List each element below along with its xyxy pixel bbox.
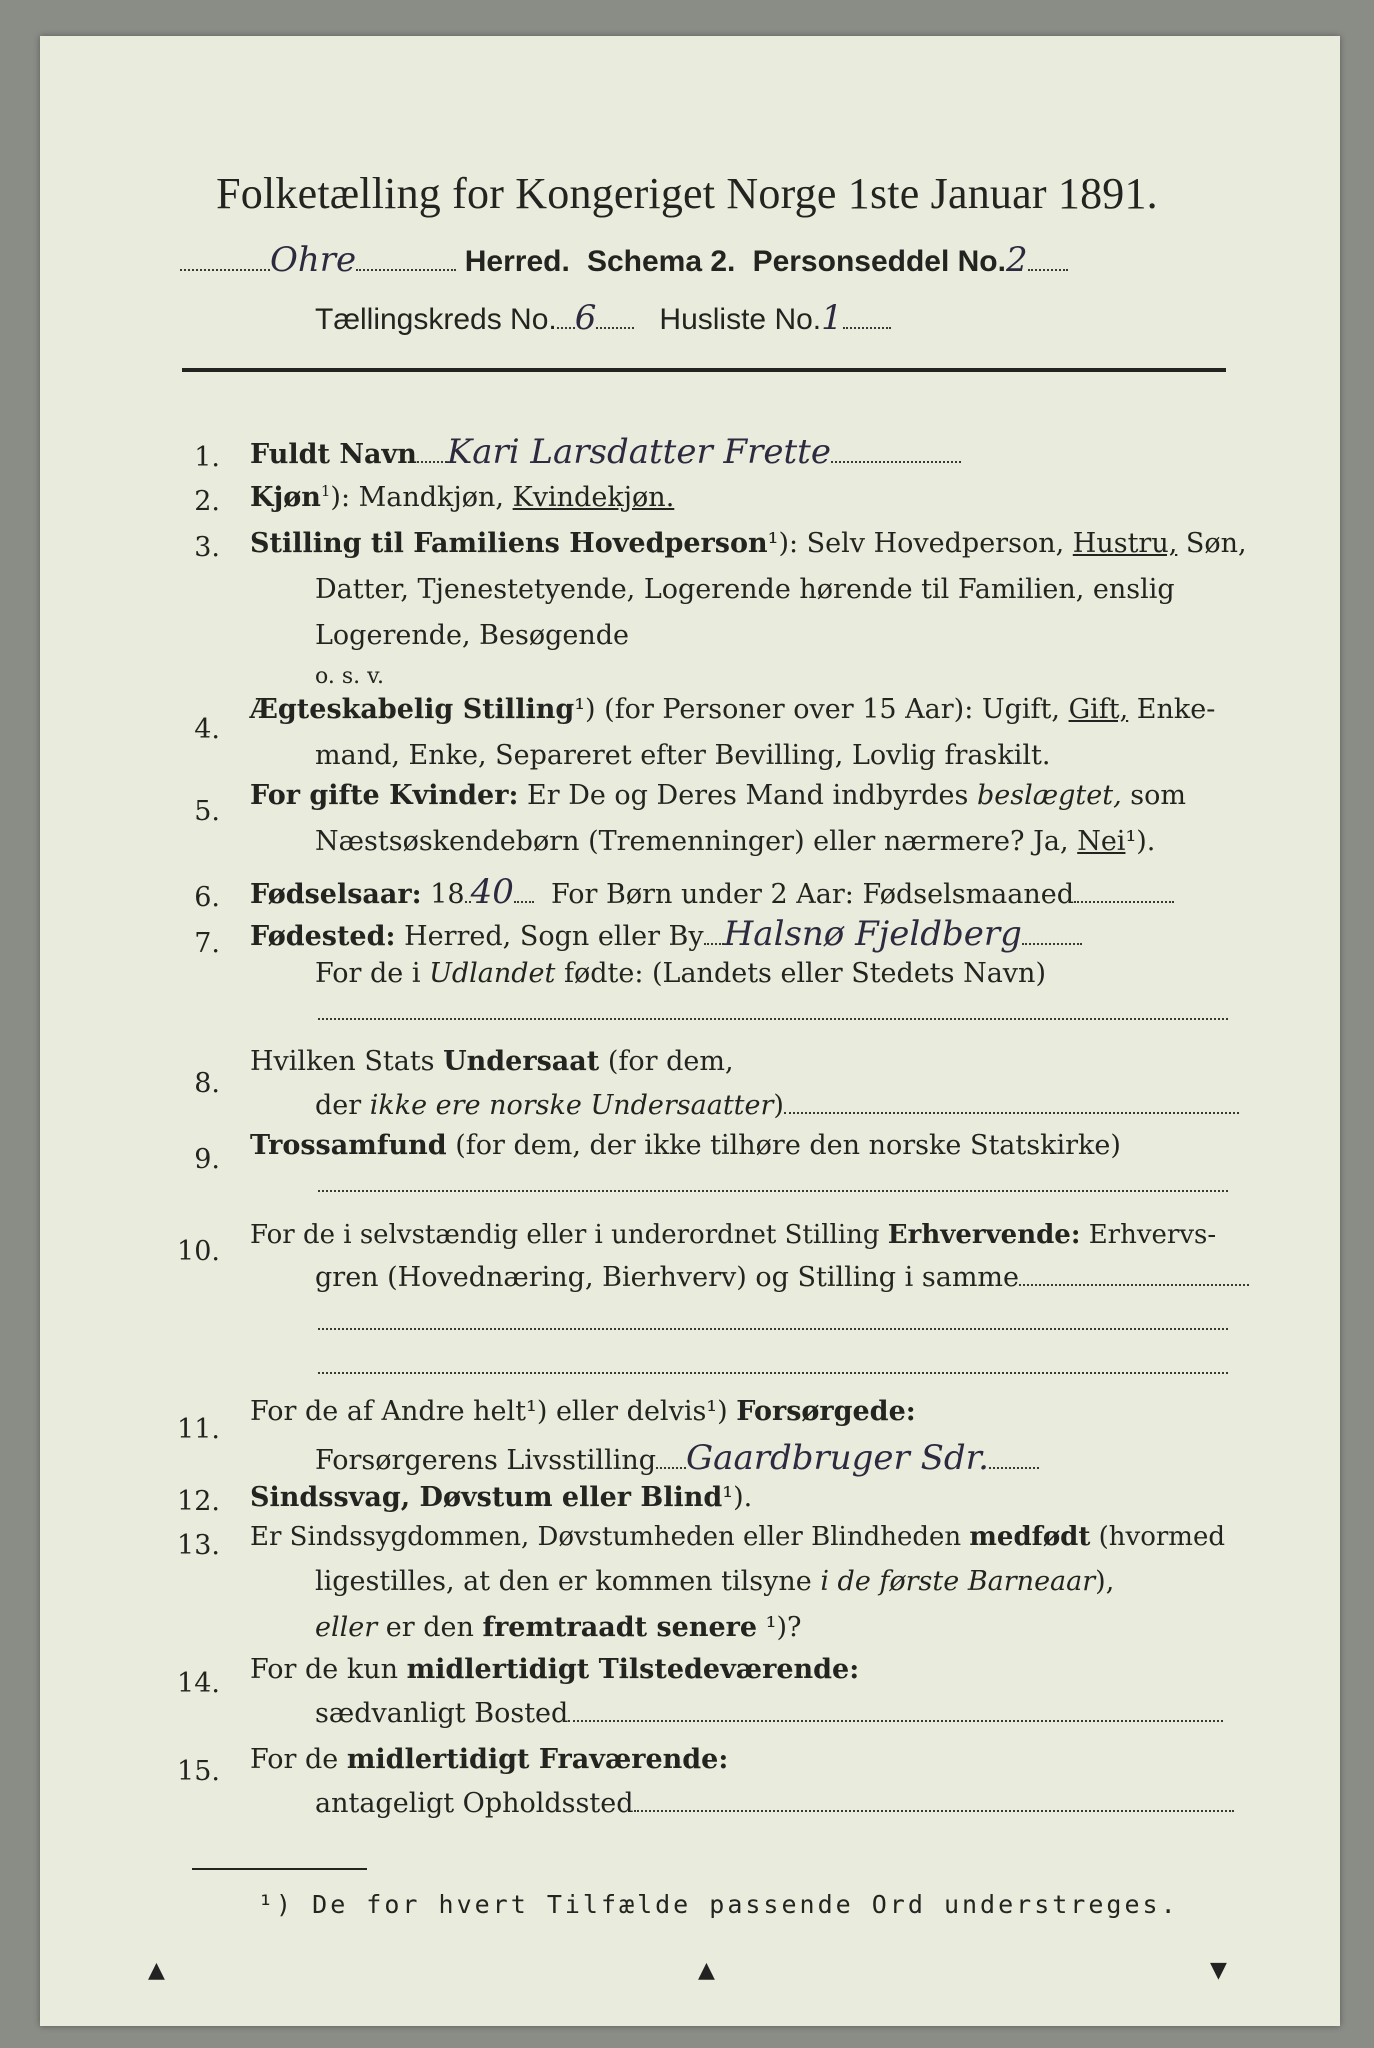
item-3-text-b: Søn, (1185, 528, 1247, 559)
item-5-underlined: Nei (1077, 826, 1126, 857)
item-6-prefix: 18 (430, 879, 465, 910)
item-9 (250, 1130, 1121, 1161)
item-8-text-a: Hvilken Stats (250, 1046, 435, 1077)
item-6-text: For Børn under 2 Aar: Fødselsmaaned (551, 879, 1075, 910)
item-13-number: 13. (177, 1530, 220, 1561)
item-11-line2 (315, 1438, 1039, 1478)
item-11-text: For de af Andre helt¹) eller delvis¹) (250, 1396, 728, 1427)
item-1-label: Fuldt Navn (250, 439, 417, 470)
item-12-number: 12. (177, 1486, 220, 1517)
item-3-text-a: ¹): Selv Hovedperson, (767, 528, 1065, 559)
item-13-line3 (315, 1612, 802, 1643)
item-6-label: Fødselsaar: (250, 879, 422, 910)
item-5-line2-end: ¹). (1125, 826, 1156, 857)
item-14-label: midlertidigt Tilstedeværende: (406, 1654, 860, 1685)
item-2-number: 2. (194, 486, 220, 517)
item-15-label: midlertidigt Fraværende: (346, 1744, 729, 1775)
kreds-row (315, 298, 891, 338)
item-8-line2-a: der (315, 1090, 362, 1121)
item-15-line2 (315, 1788, 1234, 1819)
personseddel-value: 2 (1005, 240, 1028, 280)
item-11-number: 11. (177, 1414, 220, 1445)
item-11-line2-text: Forsørgerens Livsstilling (315, 1445, 657, 1476)
item-10-text-b: Erhvervs- (1088, 1220, 1217, 1250)
item-10-text-a: For de i selvstændig eller i underordnet Stilling (250, 1220, 880, 1250)
item-11-label: Forsørgede: (736, 1396, 916, 1427)
item-13-line3-b: ¹)? (765, 1612, 802, 1643)
item-14-number: 14. (177, 1668, 220, 1699)
item-1 (250, 432, 961, 472)
personseddel-label: Personseddel No. (752, 245, 1006, 278)
item-10-blank-line-1 (318, 1328, 1228, 1330)
item-2 (250, 482, 674, 513)
item-7 (250, 914, 1082, 954)
item-8-line2-italic: ikke ere norske Undersaatter (369, 1090, 774, 1121)
item-8 (250, 1046, 734, 1077)
item-15-line2-text: antageligt Opholdssted (315, 1788, 634, 1819)
item-5 (250, 780, 1186, 811)
item-13-line3-bold: fremtraadt senere (482, 1612, 758, 1643)
item-13-label: medfødt (969, 1522, 1091, 1552)
item-13-line2-italic: i de første Barneaar (820, 1566, 1096, 1597)
item-5-label: For gifte Kvinder: (250, 780, 519, 811)
item-11-value: Gaardbruger Sdr. (686, 1438, 989, 1478)
item-12-label: Sindssvag, Døvstum eller Blind (250, 1482, 723, 1513)
item-4-text-b: Enke- (1136, 694, 1216, 725)
item-6-number: 6. (194, 882, 220, 913)
item-14-line2-text: sædvanligt Bosted (315, 1698, 569, 1729)
item-15-text: For de (250, 1744, 339, 1775)
item-13-line3-italic: eller (315, 1612, 378, 1643)
item-8-label: Undersaat (443, 1046, 600, 1077)
schema-label: Schema 2. (586, 245, 736, 278)
item-7-line2-b: fødte: (Landets eller Stedets Navn) (563, 958, 1046, 989)
item-10 (250, 1220, 1216, 1250)
item-13 (250, 1522, 1225, 1552)
item-4 (250, 694, 1215, 725)
item-13-line2-a: ligestilles, at den er kommen tilsyne (315, 1566, 812, 1597)
item-5-text-b: som (1130, 780, 1186, 811)
item-9-text: (for dem, der ikke tilhøre den norske Statskirke) (455, 1130, 1121, 1161)
item-10-line2-text: gren (Hovednæring, Bierhverv) og Stilling i samme (315, 1262, 1020, 1293)
item-6 (250, 872, 1174, 912)
item-3-line4: o. s. v. (315, 664, 384, 689)
item-3-label: Stilling til Familiens Hovedperson (250, 528, 768, 559)
item-14-text: For de kun (250, 1654, 398, 1685)
item-13-text-b: (hvormed (1098, 1522, 1225, 1552)
item-2-underlined: Kvindekjøn. (512, 482, 675, 513)
item-7-line2-italic: Udlandet (429, 958, 556, 989)
item-1-number: 1. (194, 442, 220, 473)
item-1-value: Kari Larsdatter Frette (446, 432, 831, 472)
herred-label: Herred. (464, 245, 570, 278)
item-7-blank-line (318, 1018, 1228, 1020)
item-7-number: 7. (194, 928, 220, 959)
item-8-number: 8. (194, 1068, 220, 1099)
item-10-line2 (315, 1262, 1249, 1293)
item-9-number: 9. (194, 1144, 220, 1175)
item-2-label: Kjøn (250, 482, 321, 513)
item-5-line2-row (315, 826, 1155, 857)
item-3 (250, 528, 1247, 559)
item-5-line2: Næstsøskendebørn (Tremenninger) eller nærmere? Ja, (315, 826, 1069, 857)
item-11 (250, 1396, 916, 1427)
footnote-rule (192, 1868, 367, 1870)
item-14 (250, 1654, 859, 1685)
item-7-line2 (315, 958, 1046, 989)
item-2-text: ): Mandkjøn, (330, 482, 505, 513)
item-13-line2-b: ), (1095, 1566, 1115, 1597)
item-13-line2 (315, 1566, 1114, 1597)
item-4-underlined: Gift, (1068, 694, 1129, 725)
item-7-label: Fødested: (250, 921, 396, 952)
corner-mark-right: ▼ (1210, 1958, 1227, 1983)
item-3-line3: Logerende, Besøgende (315, 620, 629, 651)
item-4-label: Ægteskabelig Stilling (250, 694, 575, 725)
item-9-blank-line (318, 1190, 1228, 1192)
header-rule (182, 368, 1226, 372)
item-5-number: 5. (194, 796, 220, 827)
item-3-number: 3. (194, 532, 220, 563)
item-3-line2: Datter, Tjenestetyende, Logerende hørende til Familien, enslig (315, 574, 1175, 605)
item-15-number: 15. (177, 1756, 220, 1787)
item-13-line3-a: er den (385, 1612, 474, 1643)
item-14-line2 (315, 1698, 1223, 1729)
corner-mark-left: ▲ (148, 1958, 165, 1983)
corner-mark-center: ▲ (698, 1958, 715, 1983)
item-7-text: Herred, Sogn eller By (404, 921, 704, 952)
kreds-value: 6 (574, 298, 597, 338)
item-13-text-a: Er Sindssygdommen, Døvstumheden eller Blindheden (250, 1522, 962, 1552)
item-6-value: 40 (470, 872, 514, 912)
item-4-text-a: ¹) (for Personer over 15 Aar): Ugift, (574, 694, 1060, 725)
herred-value: Ohre (270, 240, 357, 280)
item-9-label: Trossamfund (250, 1130, 447, 1161)
item-4-number: 4. (194, 714, 220, 745)
herred-row (180, 240, 1068, 280)
item-8-text-b: (for dem, (607, 1046, 734, 1077)
item-3-underlined: Hustru, (1072, 528, 1178, 559)
item-4-line2: mand, Enke, Separeret efter Bevilling, Lovlig fraskilt. (315, 740, 1051, 771)
item-8-line2 (315, 1090, 1239, 1121)
item-10-label: Erhvervende: (887, 1220, 1081, 1250)
item-2-sup: 1 (320, 482, 331, 500)
item-10-number: 10. (177, 1236, 220, 1267)
item-15 (250, 1744, 728, 1775)
item-7-value: Halsnø Fjeldberg (723, 914, 1022, 954)
item-5-text-a: Er De og Deres Mand indbyrdes (527, 780, 969, 811)
item-12 (250, 1482, 752, 1513)
husliste-label: Husliste No. (659, 303, 822, 336)
footnote: ¹) De for hvert Tilfælde passende Ord understreges. (258, 1890, 1179, 1919)
husliste-value: 1 (821, 298, 843, 338)
item-5-italic: beslægtet, (976, 780, 1122, 811)
form-title: Folketælling for Kongeriget Norge 1ste Januar 1891. (216, 169, 1158, 218)
item-12-text: ¹). (722, 1482, 753, 1513)
item-10-blank-line-2 (318, 1372, 1228, 1374)
item-8-line2-b: ) (773, 1090, 784, 1121)
kreds-label: Tællingskreds No. (315, 303, 557, 336)
item-7-line2-a: For de i (315, 958, 421, 989)
